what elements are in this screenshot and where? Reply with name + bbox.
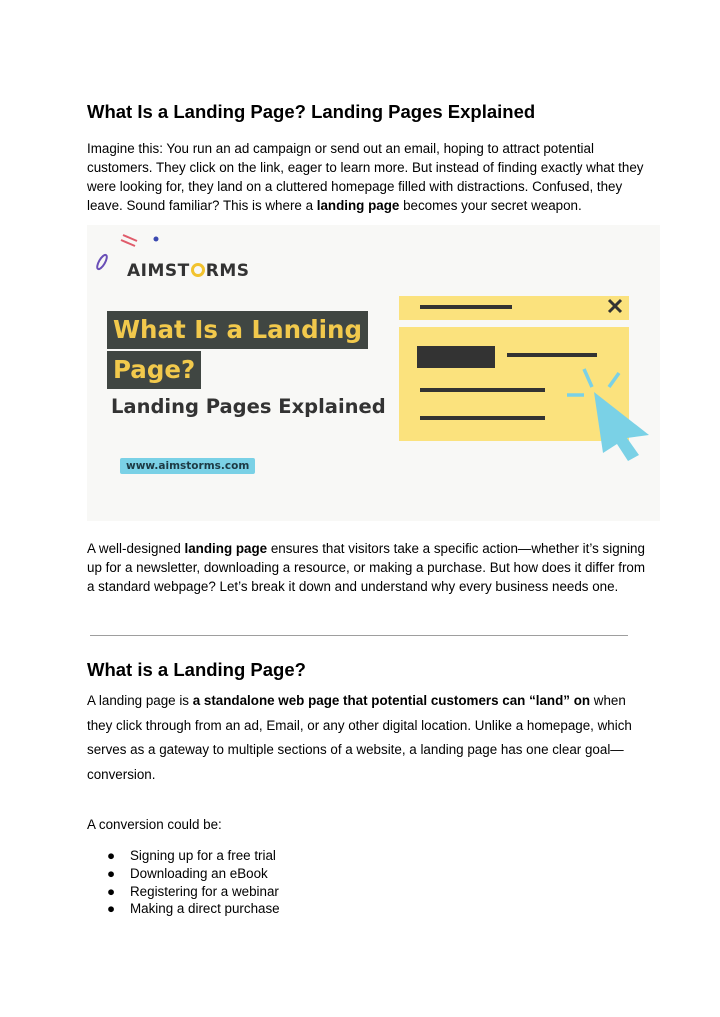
bullet-icon: ● — [107, 901, 116, 917]
decor-lines-icon — [121, 235, 137, 246]
paragraph-4: A conversion could be: — [87, 817, 222, 832]
decor-ring-icon — [95, 254, 108, 271]
section-heading: What is a Landing Page? — [87, 659, 306, 680]
paragraph-2: A well-designed landing page ensures that visitors take a specific action—whether it’s signing up for a newsletter, downloading a resource, or making a purchase. But how does it differ from a standard webpage? Let’s break it down and understand why every business needs one. — [87, 541, 645, 594]
brand-logo: AIMST RMS — [127, 261, 250, 281]
hero-title-line1: What Is a Landing — [107, 311, 368, 349]
hero-url-badge: www.aimstorms.com — [120, 458, 255, 474]
hero-subtitle: Landing Pages Explained — [111, 395, 386, 418]
conversion-list — [0, 847, 280, 918]
divider — [90, 635, 628, 636]
bullet-icon: ● — [107, 865, 116, 881]
browser-window-body — [399, 327, 629, 441]
hero-title-line2: Page? — [107, 351, 201, 389]
bullet-icon: ● — [107, 848, 116, 863]
intro-paragraph: Imagine this: You run an ad campaign or send out an email, hoping to attract potential customers. They click on the link, eager to learn more. But instead of finding exactly what they were looking for, they land on a cluttered homepage filled with distractions. Confused, they leave. Sound familiar? This is where a landing page becomes your secret weapon. — [87, 141, 644, 213]
decor-dot-icon — [154, 237, 159, 242]
paragraph-3: A landing page is a standalone web page that potential customers can “land” on when they click through from an ad, Email, or any other digital location. Unlike a homepage, which serves as a gateway to multiple sections of a website, a landing page has one clear goal—conversion. — [87, 693, 632, 782]
page-title: What Is a Landing Page? Landing Pages Explained — [87, 101, 536, 122]
hero-image — [87, 225, 660, 521]
bold-phrase: landing page — [316, 198, 400, 213]
list-item: ● Downloading an eBook — [107, 865, 268, 881]
list-item: ● Signing up for a free trial — [107, 848, 276, 863]
bullet-icon: ● — [107, 883, 116, 899]
bold-phrase: landing page — [184, 541, 268, 556]
bold-phrase: a standalone web page that potential customers can “land” on — [192, 693, 591, 708]
list-item: ● Making a direct purchase — [107, 901, 280, 917]
logo-sun-icon — [191, 263, 205, 277]
list-item: ● Registering for a webinar — [107, 883, 279, 899]
